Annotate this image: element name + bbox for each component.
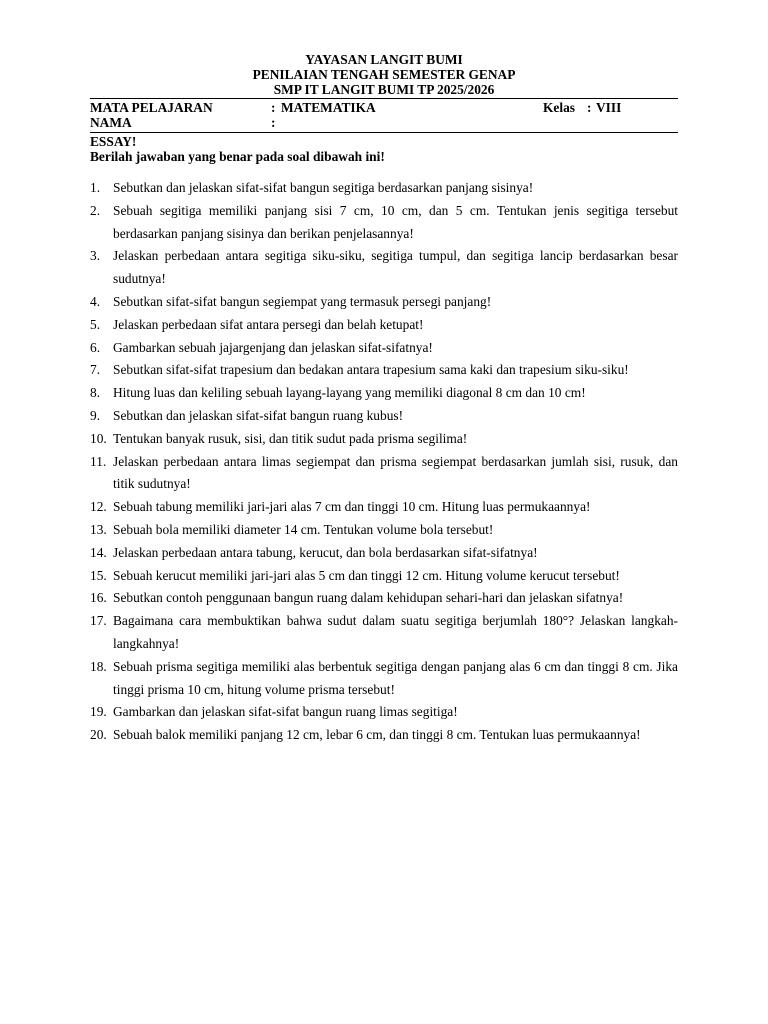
subject-colon: : <box>271 100 276 115</box>
question-item <box>90 245 678 291</box>
question-text: Jelaskan perbedaan antara limas segiempat dan prisma segiempat berdasarkan jumlah sisi, rusuk, dan titik sudutnya! <box>113 453 678 492</box>
question-number: 1. <box>90 180 101 195</box>
question-item <box>90 724 678 747</box>
question-text: Sebuah prisma segitiga memiliki alas berbentuk segitiga dengan panjang alas 6 cm dan tinggi 8 cm. Jika tinggi prisma 10 cm, hitung volume prisma tersebut! <box>113 658 678 697</box>
question-text: Sebuah bola memiliki diameter 14 cm. Tentukan volume bola tersebut! <box>113 521 494 537</box>
question-item <box>90 496 678 519</box>
exam-page <box>90 52 678 747</box>
question-item <box>90 451 678 497</box>
question-number: 13. <box>90 521 107 537</box>
foundation-name: YAYASAN LANGIT BUMI <box>305 52 463 67</box>
question-item <box>90 337 678 360</box>
section-heading <box>90 134 678 164</box>
class-colon: : <box>587 100 592 115</box>
question-text: Sebuah segitiga memiliki panjang sisi 7 cm, 10 cm, dan 5 cm. Tentukan jenis segitiga tersebut berdasarkan panjang sisinya dan berikan penjelasannya! <box>113 202 678 241</box>
question-item <box>90 565 678 588</box>
name-row <box>90 115 678 130</box>
question-item <box>90 428 678 451</box>
question-text: Jelaskan perbedaan antara tabung, kerucut, dan bola berdasarkan sifat-sifatnya! <box>113 544 538 560</box>
question-item <box>90 359 678 382</box>
question-text: Sebuah tabung memiliki jari-jari alas 7 cm dan tinggi 10 cm. Hitung luas permukaannya! <box>113 499 591 515</box>
question-number: 8. <box>90 385 101 401</box>
info-divider <box>90 132 678 133</box>
question-item <box>90 200 678 246</box>
exam-title: PENILAIAN TENGAH SEMESTER GENAP <box>252 67 516 82</box>
question-number: 5. <box>90 316 101 332</box>
section-title: ESSAY! <box>90 134 137 149</box>
question-number: 19. <box>90 704 107 720</box>
question-item <box>90 177 678 200</box>
question-number: 14. <box>90 544 107 560</box>
question-text: Jelaskan perbedaan sifat antara persegi dan belah ketupat! <box>113 316 424 332</box>
school-year: SMP IT LANGIT BUMI TP 2025/2026 <box>273 82 495 97</box>
question-list <box>90 177 678 747</box>
exam-info <box>90 99 678 132</box>
question-number: 18. <box>90 658 107 674</box>
question-text: Sebuah kerucut memiliki jari-jari alas 5 cm dan tinggi 12 cm. Hitung volume kerucut tersebut! <box>113 567 620 583</box>
question-number: 9. <box>90 407 101 423</box>
question-number: 11. <box>90 453 107 469</box>
question-item <box>90 382 678 405</box>
question-item <box>90 314 678 337</box>
name-label: NAMA <box>90 115 132 130</box>
section-instruction: Berilah jawaban yang benar pada soal dibawah ini! <box>90 149 385 164</box>
question-number: 20. <box>90 727 107 743</box>
question-item <box>90 587 678 610</box>
class-label: Kelas <box>543 100 575 115</box>
class-value: VIII <box>596 100 622 115</box>
name-colon: : <box>271 115 276 130</box>
question-number: 6. <box>90 339 101 355</box>
question-number: 7. <box>90 362 101 378</box>
question-text: Hitung luas dan keliling sebuah layang-layang yang memiliki diagonal 8 cm dan 10 cm! <box>113 385 586 401</box>
question-number: 2. <box>90 202 101 218</box>
question-number: 12. <box>90 499 107 515</box>
question-text: Gambarkan dan jelaskan sifat-sifat bangun ruang limas segitiga! <box>113 704 458 720</box>
question-text: Jelaskan perbedaan antara segitiga siku-siku, segitiga tumpul, dan segitiga lancip berdasarkan besar sudutnya! <box>113 248 678 287</box>
question-item <box>90 701 678 724</box>
subject-value: MATEMATIKA <box>281 100 376 115</box>
question-item <box>90 656 678 702</box>
question-item <box>90 291 678 314</box>
question-item <box>90 610 678 656</box>
question-number: 17. <box>90 613 107 629</box>
question-text: Sebutkan sifat-sifat bangun segiempat yang termasuk persegi panjang! <box>113 293 492 309</box>
question-text: Bagaimana cara membuktikan bahwa sudut dalam suatu segitiga berjumlah 180°? Jelaskan langkah-langkahnya! <box>113 613 678 651</box>
question-text: Sebuah balok memiliki panjang 12 cm, lebar 6 cm, dan tinggi 8 cm. Tentukan luas permukaannya! <box>113 727 641 743</box>
question-item <box>90 542 678 565</box>
question-text: Sebutkan contoh penggunaan bangun ruang dalam kehidupan sehari-hari dan jelaskan sifatnya! <box>113 590 624 606</box>
question-text: Sebutkan dan jelaskan sifat-sifat bangun ruang kubus! <box>113 407 404 423</box>
question-number: 3. <box>90 248 101 264</box>
document-header <box>90 52 678 97</box>
question-text: Sebutkan sifat-sifat trapesium dan bedakan antara trapesium sama kaki dan trapesium siku-siku! <box>113 362 629 378</box>
question-number: 15. <box>90 567 107 583</box>
question-number: 10. <box>90 430 107 446</box>
question-text: Tentukan banyak rusuk, sisi, dan titik sudut pada prisma segilima! <box>113 430 468 446</box>
question-item <box>90 405 678 428</box>
subject-row <box>90 100 678 115</box>
question-text: Sebutkan dan jelaskan sifat-sifat bangun segitiga berdasarkan panjang sisinya! <box>113 180 534 195</box>
question-number: 4. <box>90 293 101 309</box>
question-text: Gambarkan sebuah jajargenjang dan jelaskan sifat-sifatnya! <box>113 339 433 355</box>
question-number: 16. <box>90 590 107 606</box>
question-item <box>90 519 678 542</box>
subject-label: MATA PELAJARAN <box>90 100 213 115</box>
